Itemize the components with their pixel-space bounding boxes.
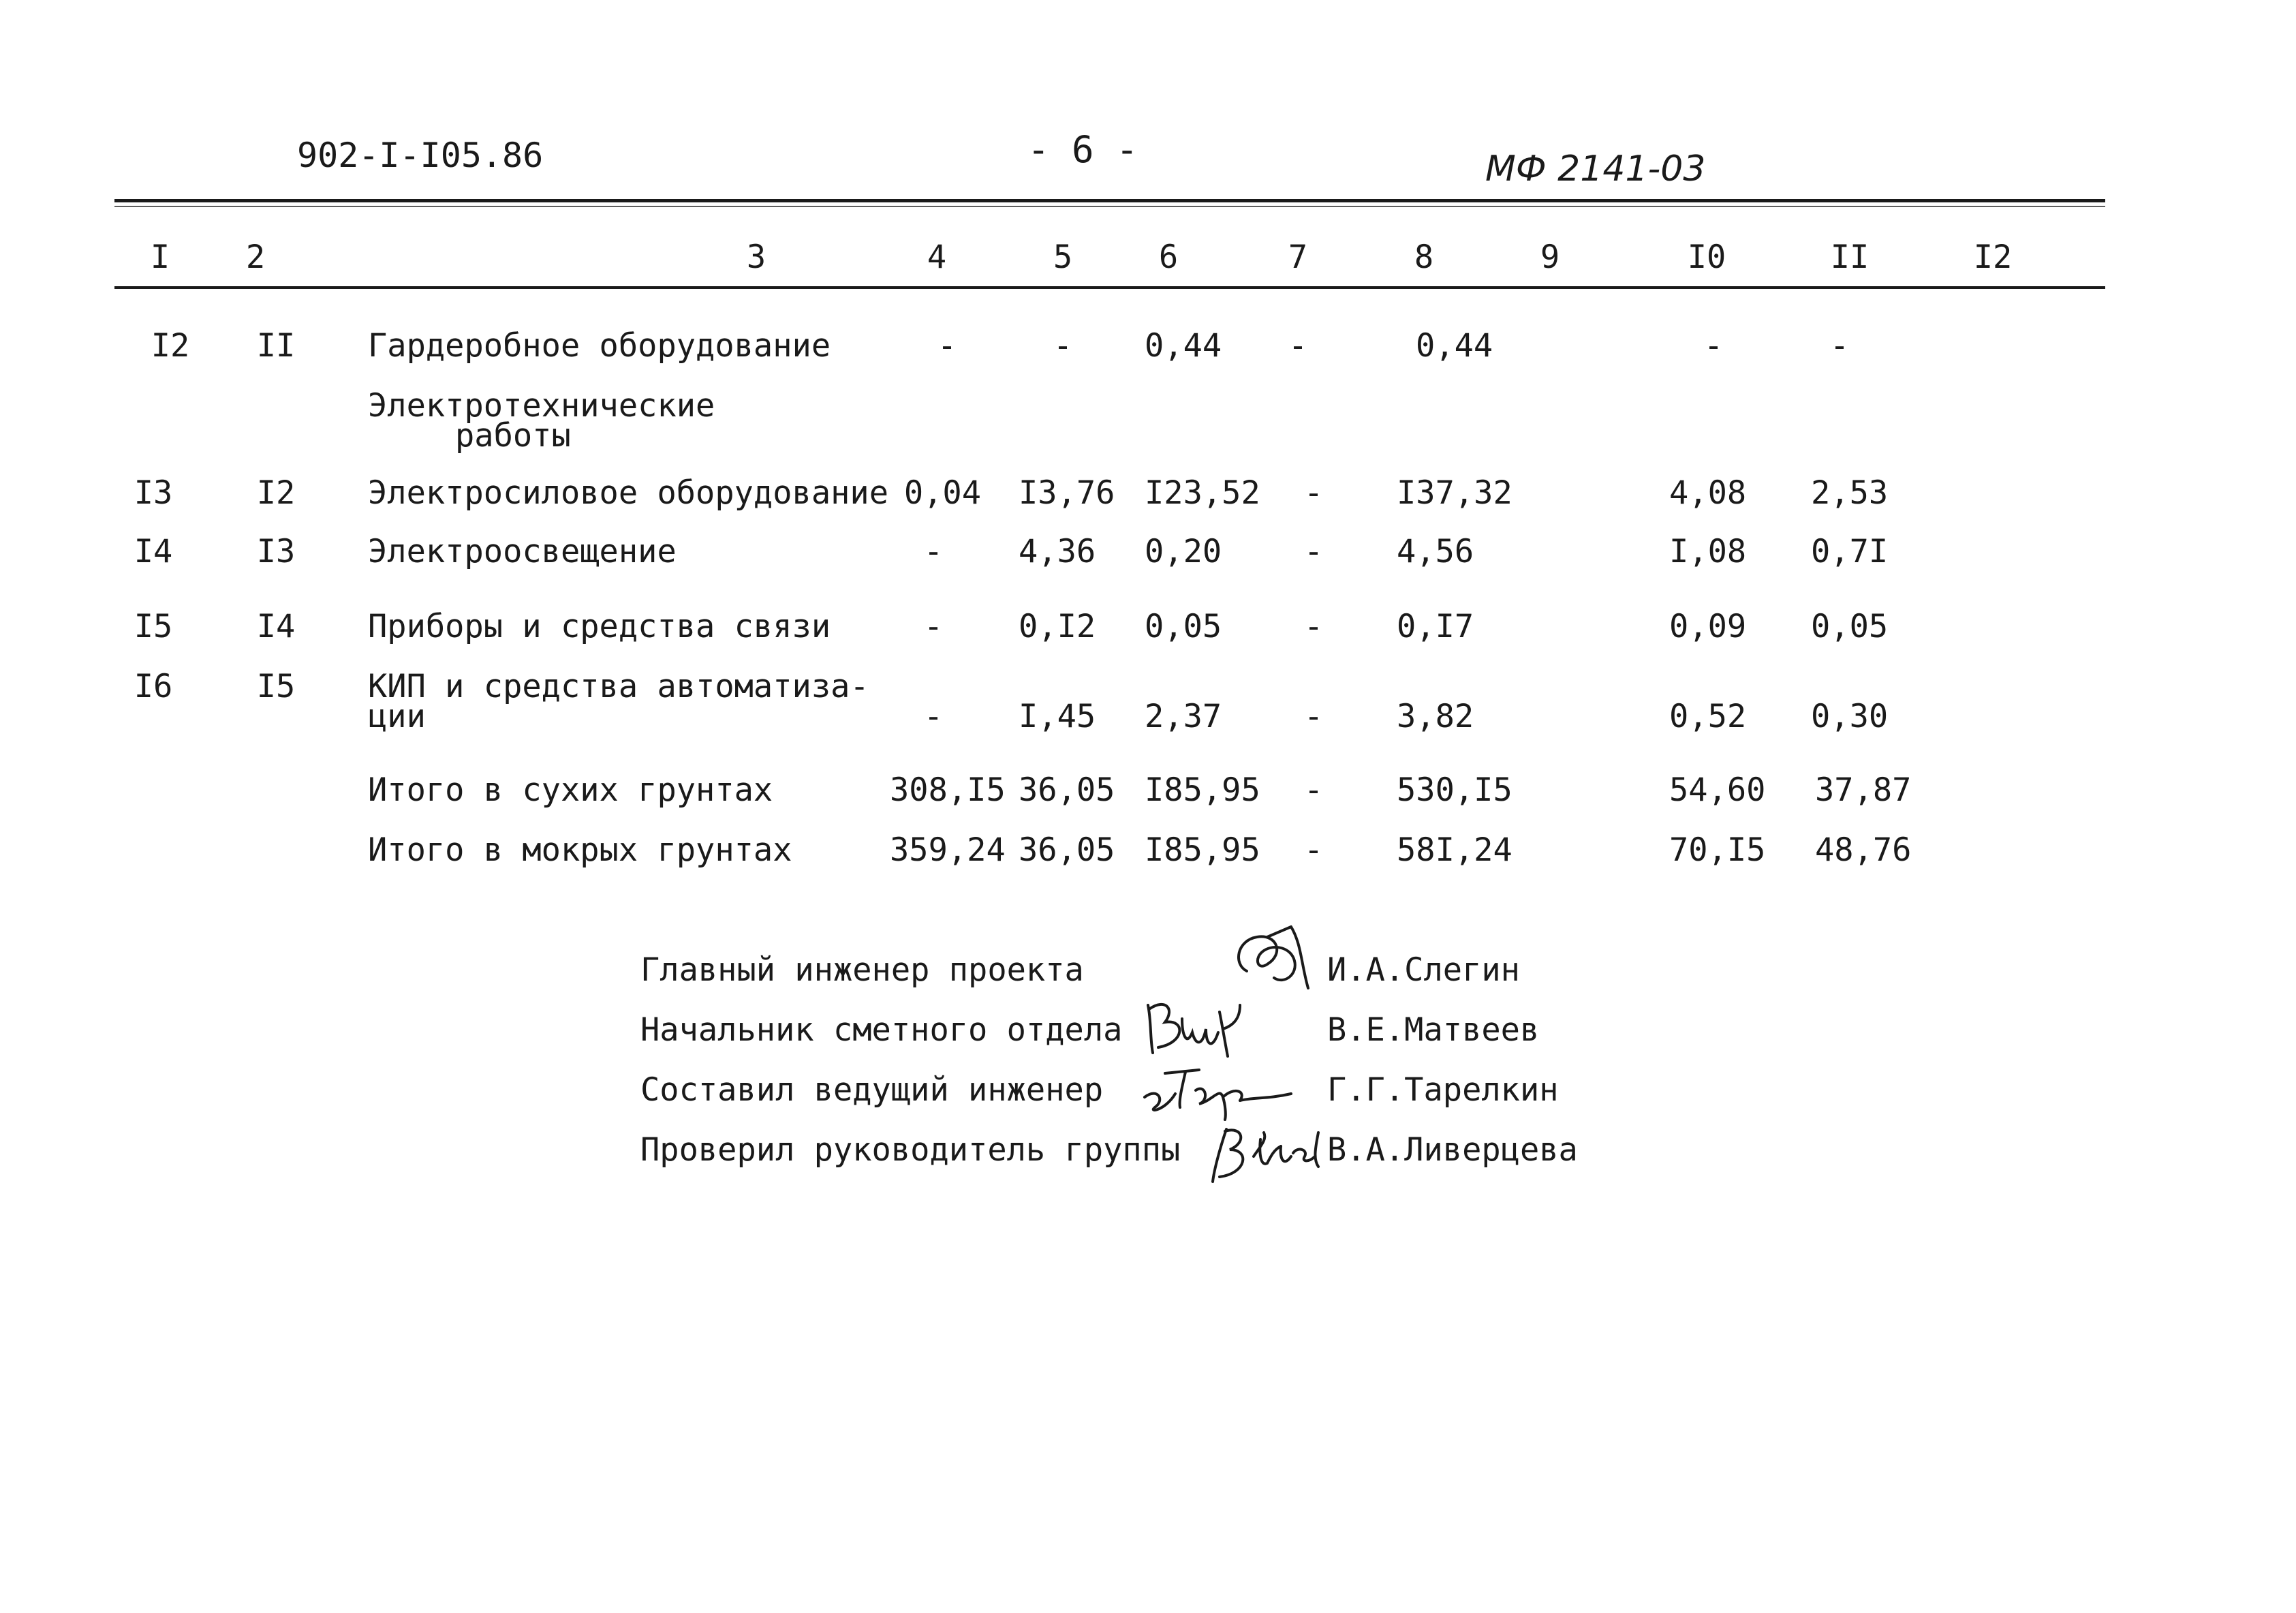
row-4-col-10: I,08 [1669,533,1747,570]
row-3-col-6: I23,52 [1145,474,1260,512]
row-6-col-10: 0,52 [1669,698,1747,735]
row-4-col-7: - [1303,533,1324,570]
row-3-col-1: I3 [134,474,173,512]
signature-role-4: Проверил руководитель группы [640,1131,1181,1169]
row-5-col-11: 0,05 [1811,608,1889,645]
total-wet-col-4: 359,24 [890,831,1006,869]
total-dry-col-8: 530,I5 [1397,771,1512,809]
row-6-name-line-1: КИП и средства автоматиза- [368,668,869,705]
col-header-1: I [150,239,170,276]
total-wet-col-7: - [1303,831,1324,869]
row-1-col-1: I2 [151,327,190,365]
total-wet-col-5: 36,05 [1019,831,1115,869]
col-header-10: I0 [1687,239,1726,276]
row-4-col-6: 0,20 [1145,533,1222,570]
col-header-3: 3 [746,239,766,276]
total-dry-col-6: I85,95 [1145,771,1260,809]
row-6-col-1: I6 [134,668,173,705]
total-dry-col-7: - [1303,771,1324,809]
signature-name-4: В.А.Ливерцева [1327,1131,1578,1169]
row-1-name: Гардеробное оборудование [368,327,831,365]
row-4-col-1: I4 [134,533,173,570]
header-rule [114,286,2105,289]
signature-name-1: И.А.Слегин [1327,951,1520,989]
signature-role-1: Главный инженер проекта [640,951,1084,989]
row-3-col-7: - [1303,474,1324,512]
col-header-9: 9 [1540,239,1560,276]
total-wet-col-10: 70,I5 [1669,831,1766,869]
row-4-name: Электроосвещение [368,533,677,570]
col-header-8: 8 [1414,239,1434,276]
document-code: 902-I-I05.86 [297,136,544,175]
row-5-col-2: I4 [256,608,296,645]
row-1-col-2: II [256,327,296,365]
total-dry-col-11: 37,87 [1815,771,1912,809]
row-1-col-8: 0,44 [1416,327,1493,365]
row-5-col-5: 0,I2 [1019,608,1096,645]
row-1-col-7: - [1288,327,1308,365]
row-5-col-1: I5 [134,608,173,645]
row-3-col-2: I2 [256,474,296,512]
row-6-col-6: 2,37 [1145,698,1222,735]
row-1-col-4: - [937,327,957,365]
total-dry-col-4: 308,I5 [890,771,1006,809]
row-6-col-5: I,45 [1019,698,1096,735]
row-5-col-8: 0,I7 [1397,608,1474,645]
signature-scribble-3 [1138,1060,1294,1121]
row-3-col-4: 0,04 [903,474,981,512]
top-rule [114,199,2105,202]
row-4-col-2: I3 [256,533,296,570]
row-5-name: Приборы и средства связи [368,608,831,645]
signature-role-2: Начальник сметного отдела [640,1011,1123,1049]
row-3-col-10: 4,08 [1669,474,1747,512]
row-6-col-8: 3,82 [1397,698,1474,735]
col-header-7: 7 [1288,239,1308,276]
col-header-12: I2 [1973,239,2013,276]
row-5-col-7: - [1303,608,1324,645]
row-3-name: Электросиловое оборудование [368,474,889,512]
total-wet-label: Итого в мокрых грунтах [368,831,792,869]
col-header-6: 6 [1158,239,1179,276]
row-4-col-8: 4,56 [1397,533,1474,570]
section-title-line-2: работы [455,417,571,455]
row-1-col-11: - [1829,327,1850,365]
total-wet-col-11: 48,76 [1815,831,1912,869]
col-header-5: 5 [1053,239,1073,276]
row-5-col-4: - [923,608,944,645]
row-5-col-6: 0,05 [1145,608,1222,645]
total-wet-col-6: I85,95 [1145,831,1260,869]
signature-scribble-2 [1138,992,1257,1066]
row-4-col-4: - [923,533,944,570]
col-header-11: II [1830,239,1870,276]
row-6-name-line-2: ции [368,698,426,735]
row-3-col-8: I37,32 [1397,474,1512,512]
top-rule-thin [114,206,2105,207]
row-6-col-11: 0,30 [1811,698,1889,735]
total-dry-col-5: 36,05 [1019,771,1115,809]
col-header-4: 4 [927,239,947,276]
signature-name-3: Г.Г.Тарелкин [1327,1071,1559,1109]
total-dry-col-10: 54,60 [1669,771,1766,809]
row-6-col-4: - [923,698,944,735]
handwritten-stamp: МФ 2141-03 [1485,149,1706,189]
row-3-col-5: I3,76 [1019,474,1115,512]
section-title-line-1: Электротехнические [368,387,715,425]
col-header-2: 2 [245,239,266,276]
row-5-col-10: 0,09 [1669,608,1747,645]
row-6-col-7: - [1303,698,1324,735]
signature-scribble-4 [1206,1119,1329,1187]
row-6-col-2: I5 [256,668,296,705]
row-1-col-6: 0,44 [1145,327,1222,365]
row-1-col-5: - [1053,327,1073,365]
row-4-col-5: 4,36 [1019,533,1096,570]
row-3-col-11: 2,53 [1811,474,1889,512]
total-dry-label: Итого в сухих грунтах [368,771,773,809]
signature-scribble-1 [1226,923,1322,998]
total-wet-col-8: 58I,24 [1397,831,1512,869]
row-1-col-10: - [1703,327,1724,365]
page-number: - 6 - [1027,128,1138,171]
signature-name-2: В.Е.Матвеев [1327,1011,1540,1049]
row-4-col-11: 0,7I [1811,533,1889,570]
signature-role-3: Составил ведущий инженер [640,1071,1104,1109]
